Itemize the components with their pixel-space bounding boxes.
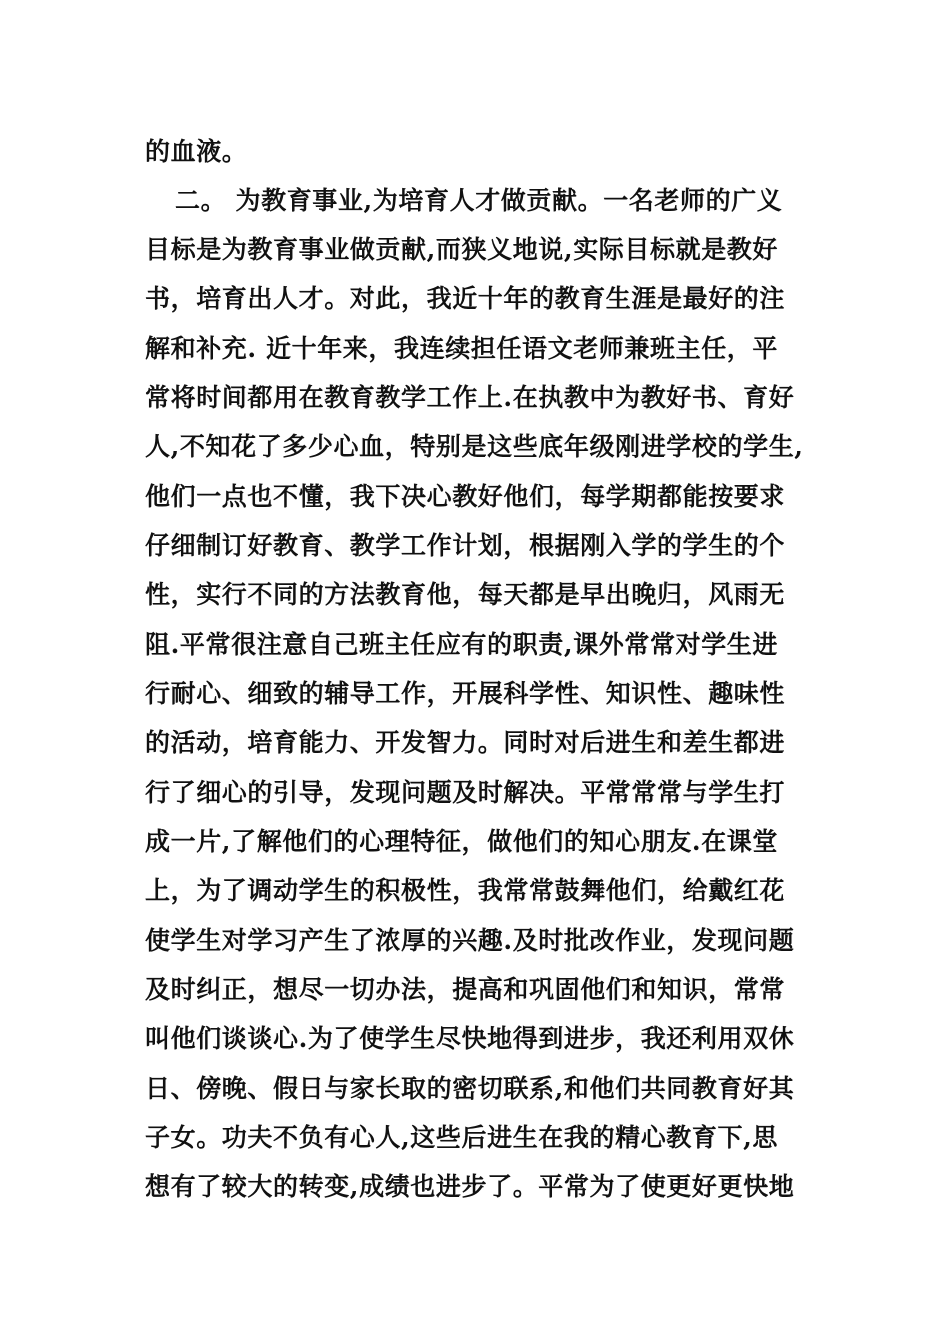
text-line: 成一片,了解他们的心理特征，做他们的知心朋友.在课堂 <box>145 827 779 856</box>
text-line: 的血液。 <box>145 137 248 166</box>
text-line: 使学生对学习产生了浓厚的兴趣.及时批改作业，发现问题 <box>145 926 795 955</box>
text-line: 性，实行不同的方法教育他，每天都是早出晚归，风雨无 <box>145 580 786 609</box>
text-line: 叫他们谈谈心.为了使学生尽快地得到进步，我还利用双休 <box>145 1024 795 1053</box>
text-line: 目标是为教育事业做贡献,而狭义地说,实际目标就是教好 <box>145 235 779 264</box>
text-line: 的活动，培育能力、开发智力。同时对后进生和差生都进 <box>145 728 786 757</box>
text-line: 书，培育出人才。对此，我近十年的教育生涯是最好的注 <box>145 284 786 313</box>
text-line: 想有了较大的转变,成绩也进步了。平常为了使更好更快地 <box>145 1172 795 1201</box>
text-line: 行耐心、细致的辅导工作，开展科学性、知识性、趣味性 <box>145 679 786 708</box>
text-line: 解和补充. 近十年来，我连续担任语文老师兼班主任，平 <box>145 334 779 363</box>
text-line: 及时纠正，想尽一切办法，提高和巩固他们和知识，常常 <box>145 975 786 1004</box>
text-line: 子女。功夫不负有心人,这些后进生在我的精心教育下,思 <box>145 1123 779 1152</box>
text-line: 上，为了调动学生的积极性，我常常鼓舞他们，给戴红花 <box>145 876 786 905</box>
text-line: 常将时间都用在教育教学工作上.在执教中为教好书、育好 <box>145 383 795 412</box>
text-line: 阻.平常很注意自己班主任应有的职责,课外常常对学生进 <box>145 630 779 659</box>
text-line: 二。 为教育事业,为培育人才做贡献。一名老师的广义 <box>175 186 783 215</box>
text-line: 他们一点也不懂，我下决心教好他们，每学期都能按要求 <box>145 482 786 511</box>
text-line: 日、傍晚、假日与家长取的密切联系,和他们共同教育好其 <box>145 1074 795 1103</box>
text-line: 行了细心的引导，发现问题及时解决。平常常常与学生打 <box>145 778 786 807</box>
text-line: 仔细制订好教育、教学工作计划，根据刚入学的学生的个 <box>145 531 786 560</box>
text-line: 人,不知花了多少心血，特别是这些底年级刚进学校的学生, <box>145 432 804 461</box>
